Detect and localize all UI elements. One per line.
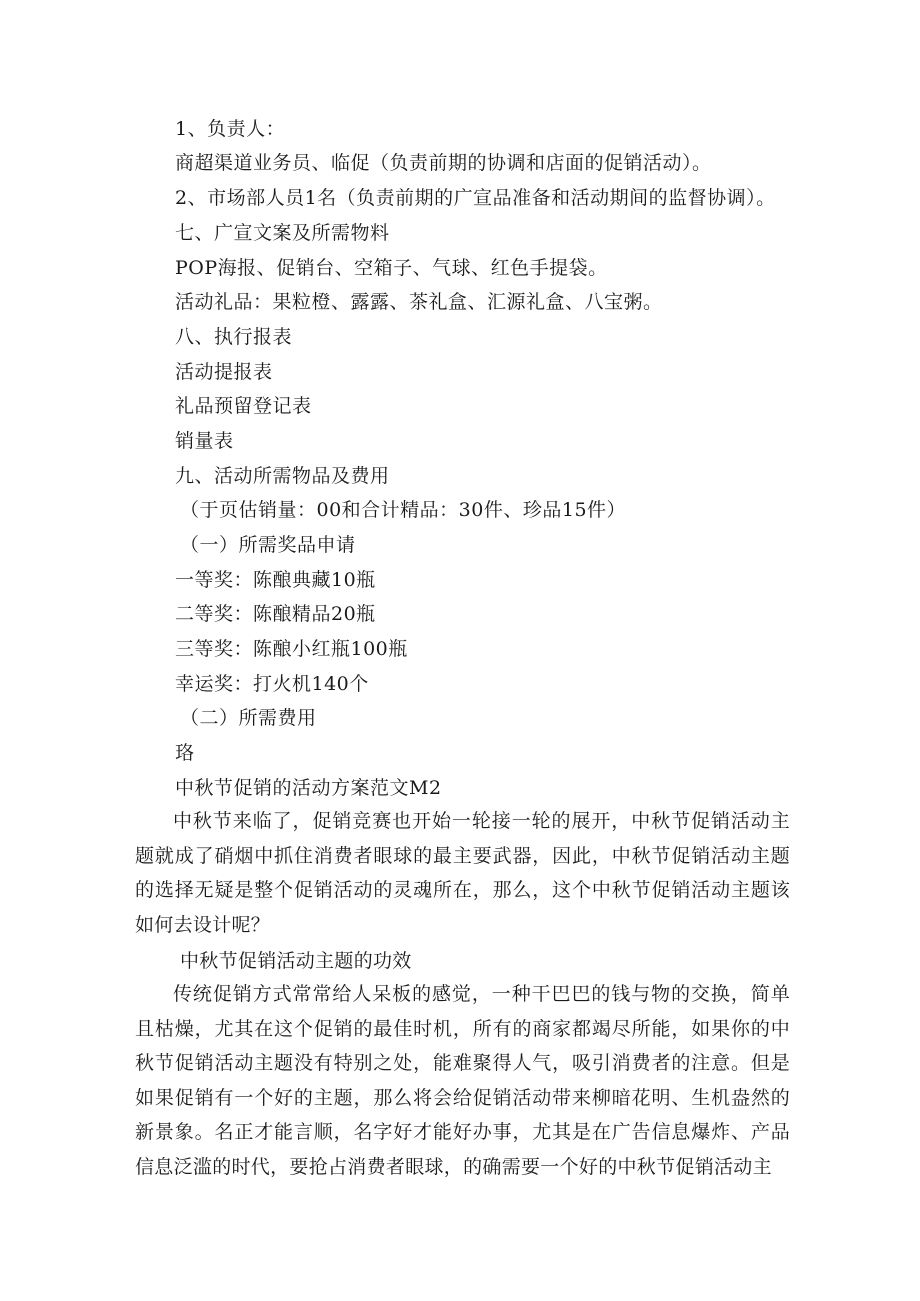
section-heading: 七、广宣文案及所需物料 (175, 222, 390, 244)
text-line: 一等奖：陈酿典藏10瓶 (175, 569, 376, 591)
text-line: 三等奖：陈酿小红瓶100瓶 (175, 638, 408, 660)
text-line: 销量表 (175, 430, 234, 452)
text-line: 商超渠道业务员、临促（负责前期的协调和店面的促销活动）。 (175, 152, 712, 174)
text-line: 珞 (175, 742, 195, 764)
text-line: 幸运奖：打火机140个 (175, 673, 369, 695)
text-line: 礼品预留登记表 (175, 395, 312, 417)
text-line: 二等奖：陈酿精品20瓶 (175, 603, 376, 625)
text-line: （于页估销量：00和合计精品：30件、珍品15件） (180, 499, 627, 521)
section-heading: 九、活动所需物品及费用 (175, 465, 390, 487)
text-line: 活动提报表 (175, 361, 273, 383)
section-heading: 中秋节促销活动主题的功效 (180, 950, 412, 972)
text-line: 活动礼品：果粒橙、露露、茶礼盒、汇源礼盒、八宝粥。 (175, 291, 663, 313)
body-paragraph: 中秋节来临了，促销竞赛也开始一轮接一轮的展开，中秋节促销活动主题就成了硝烟中抓住消费者眼球的最主要武器，因此，中秋节促销活动主题的选择无疑是整个促销活动的灵魂所在，那么，这个中秋节促销活动主题该如何去设计呢？ (135, 810, 790, 936)
sub-heading: （二）所需费用 (180, 707, 317, 729)
sub-heading: （一）所需奖品申请 (180, 534, 356, 556)
text-line: 2、市场部人员1名（负责前期的广宣品准备和活动期间的监督协调）。 (175, 187, 776, 209)
section-heading: 八、执行报表 (175, 326, 293, 348)
body-paragraph: 传统促销方式常常给人呆板的感觉，一种干巴巴的钱与物的交换，简单且枯燥，尤其在这个促销的最佳时机，所有的商家都竭尽所能，如果你的中秋节促销活动主题没有特别之处，能难聚得人气，吸引消费者的注意。但是如果促销有一个好的主题，那么将会给促销活动带来柳暗花明、生机盎然的新景象。名正才能言顺，名字好才能好办事，尤其是在广告信息爆炸、产品信息泛滥的时代，要抢占消费者眼球，的确需要一个好的中秋节促销活动主 (135, 983, 790, 1178)
document-title: 中秋节促销的活动方案范文M2 (175, 777, 442, 799)
text-line: POP海报、促销台、空箱子、气球、红色手提袋。 (175, 257, 608, 279)
text-line: 1、负责人： (175, 118, 286, 140)
